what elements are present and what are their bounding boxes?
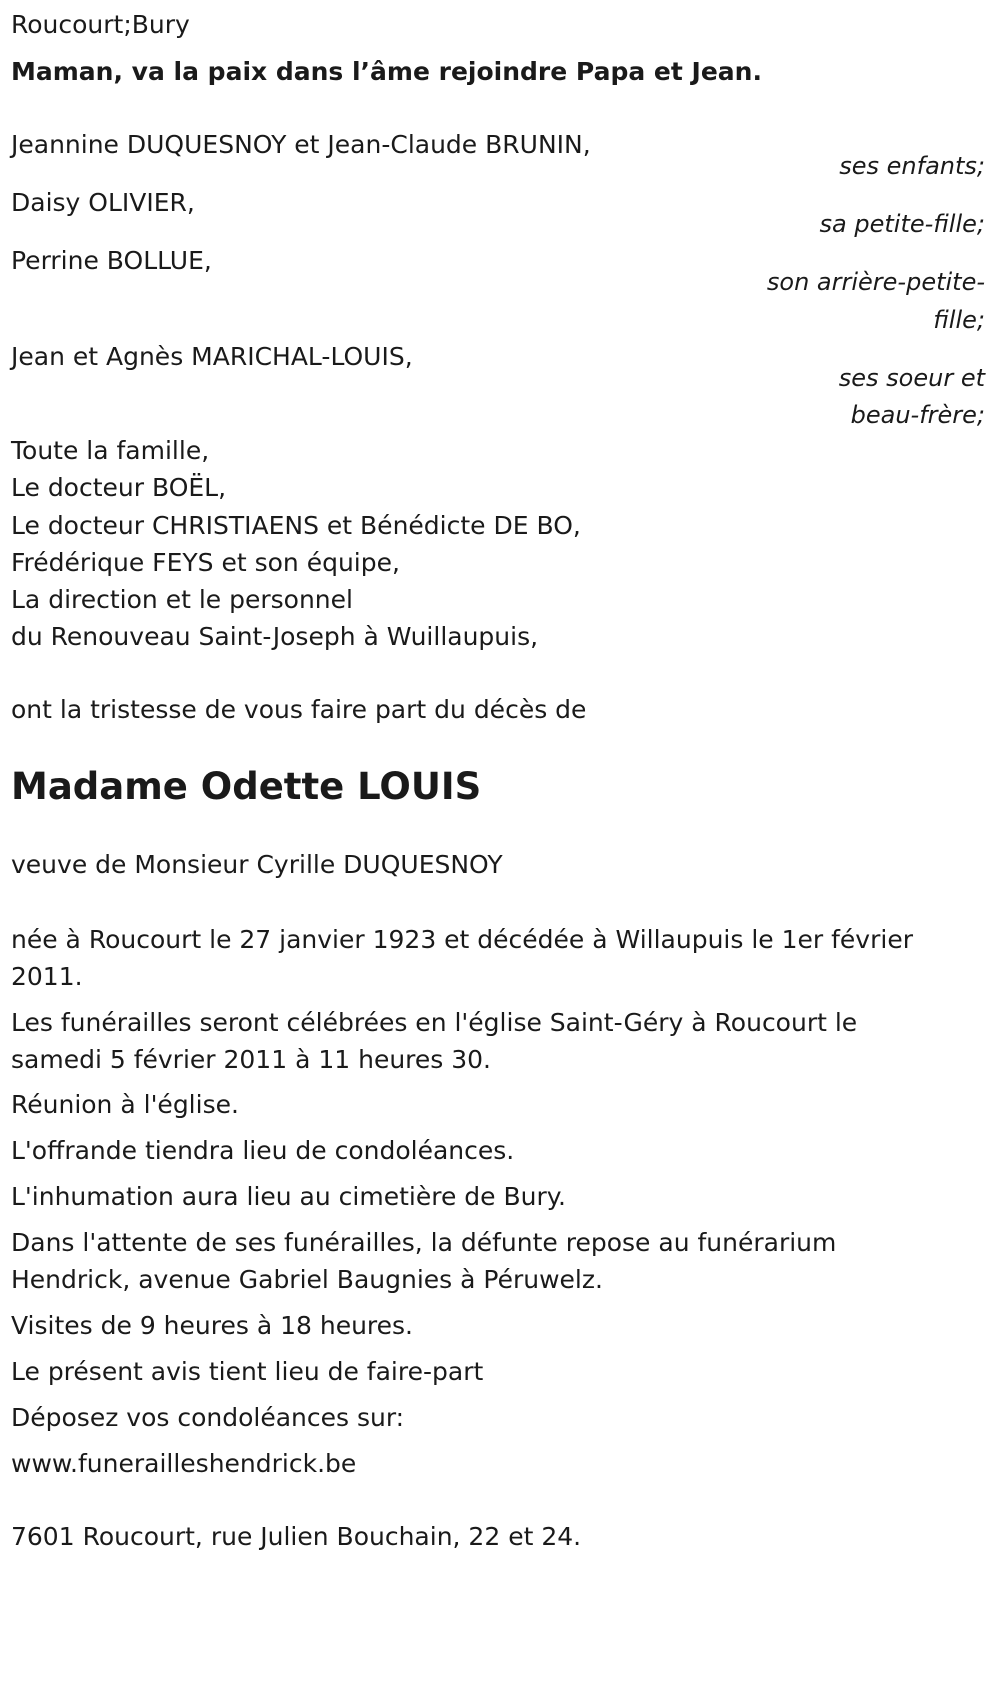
detail-line: Déposez vos condoléances sur: (11, 1403, 405, 1432)
detail-line: samedi 5 février 2011 à 11 heures 30. (11, 1045, 492, 1074)
detail-line: 2011. (11, 962, 83, 991)
others-line: Le docteur BOËL, (11, 473, 227, 502)
family-siblings-names: Jean et Agnès MARICHAL-LOUIS, (11, 342, 413, 371)
others-line: Toute la famille, (11, 436, 210, 465)
family-great-granddaughter-relation-line2: fille; (933, 306, 985, 334)
family-siblings-relation-line1: ses soeur et (838, 364, 985, 392)
widow-of: veuve de Monsieur Cyrille DUQUESNOY (11, 850, 503, 879)
deceased-name: Madame Odette LOUIS (11, 765, 482, 808)
detail-line: Hendrick, avenue Gabriel Baugnies à Péruwelz. (11, 1265, 603, 1294)
announcement: ont la tristesse de vous faire part du décès de (11, 695, 587, 724)
others-line: du Renouveau Saint-Joseph à Wuillaupuis, (11, 622, 539, 651)
detail-line: Réunion à l'église. (11, 1090, 239, 1119)
detail-line: née à Roucourt le 27 janvier 1923 et décédée à Willaupuis le 1er février (11, 925, 913, 954)
family-granddaughter-relation: sa petite-fille; (819, 210, 985, 238)
family-children-relation: ses enfants; (839, 152, 985, 180)
family-siblings-relation-line2: beau-frère; (850, 401, 985, 429)
family-great-granddaughter-relation-line1: son arrière-petite- (766, 268, 985, 296)
others-line: La direction et le personnel (11, 585, 353, 614)
localities: Roucourt;Bury (11, 10, 190, 39)
detail-line: Visites de 9 heures à 18 heures. (11, 1311, 414, 1340)
epigraph: Maman, va la paix dans l’âme rejoindre Papa et Jean. (11, 57, 762, 86)
address: 7601 Roucourt, rue Julien Bouchain, 22 et 24. (11, 1522, 582, 1551)
website: www.funerailleshendrick.be (11, 1449, 357, 1478)
detail-line: Le présent avis tient lieu de faire-part (11, 1357, 484, 1386)
detail-line: L'inhumation aura lieu au cimetière de Bury. (11, 1182, 566, 1211)
family-great-granddaughter-name: Perrine BOLLUE, (11, 246, 212, 275)
family-granddaughter-name: Daisy OLIVIER, (11, 188, 195, 217)
detail-line: L'offrande tiendra lieu de condoléances. (11, 1136, 515, 1165)
family-children-names: Jeannine DUQUESNOY et Jean-Claude BRUNIN, (11, 130, 591, 159)
detail-line: Dans l'attente de ses funérailles, la défunte repose au funérarium (11, 1228, 837, 1257)
others-line: Frédérique FEYS et son équipe, (11, 548, 400, 577)
detail-line: Les funérailles seront célébrées en l'église Saint-Géry à Roucourt le (11, 1008, 858, 1037)
others-line: Le docteur CHRISTIAENS et Bénédicte DE BO, (11, 511, 581, 540)
